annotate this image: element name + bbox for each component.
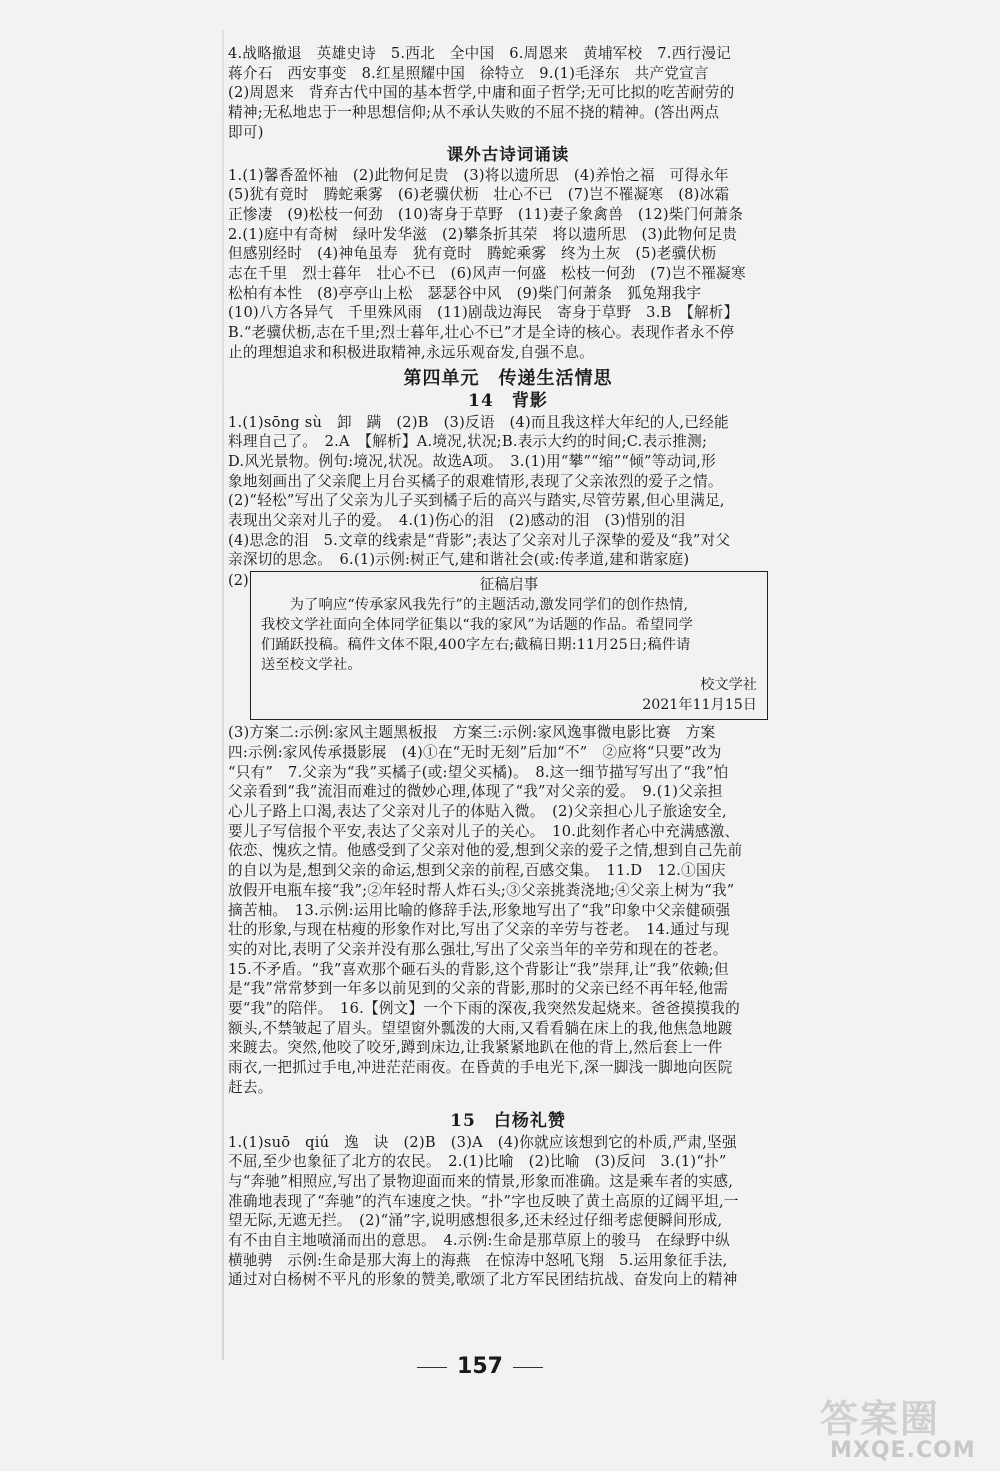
text-line: (5)犹有竟时 腾蛇乘雾 (6)老骥伏枥 壮心不已 (7)岂不罹凝寒 (8)冰霜 (228, 186, 730, 204)
text-line: (2)周恩来 背弃古代中国的基本哲学,中庸和面子哲学;无可比拟的吃苦耐劳的 (228, 84, 735, 102)
text-line: 实的对比,表明了父亲并没有那么强壮,写出了父亲当年的辛劳和现在的苍老。 (228, 940, 728, 958)
notice-signature: 校文学社 (700, 677, 757, 694)
text-line: 亲深切的思念。 6.(1)示例:树正气,建和谐社会(或:传孝道,建和谐家庭) (228, 551, 690, 569)
notice-title: 征稿启事 (479, 576, 539, 594)
text-line: 望无际,无遮无拦。 (2)“涌”字,说明感想很多,还未经过仔细考虑便瞬间形成, (228, 1212, 723, 1230)
text-line: 但感别经时 (4)神龟虽寿 犹有竟时 腾蛇乘雾 终为土灰 (5)老骥伏枥 (228, 245, 717, 263)
notice-box (250, 571, 768, 720)
page-gutter-shadow (222, 30, 224, 1360)
page-number (400, 1354, 560, 1379)
text-line: 雨衣,一把抓过手电,冲进茫茫雨夜。在昏黄的手电光下,深一脚浅一脚地向医院 (228, 1059, 733, 1077)
lesson-14-title: 14 背影 (468, 390, 548, 411)
section-heading-extra-poems: 课外古诗词诵读 (446, 144, 570, 164)
text-line: 额头,不禁皱起了眉头。望望窗外瓢泼的大雨,又看看躺在床上的我,他焦急地踱 (228, 1019, 733, 1037)
text-line: 1.(1)sōng sù 卸 蹒 (2)B (3)反语 (4)而且我这样大年纪的人,已经能 (228, 413, 729, 431)
text-line: 即可) (228, 123, 264, 141)
text-line: (3)方案二:示例:家风主题黑板报 方案三:示例:家风逸事微电影比赛 方案 (228, 724, 716, 742)
lesson-15-title: 15 白杨礼赞 (450, 1110, 566, 1131)
text-line: 父亲看到“我”流泪而难过的微妙心理,体现了“我”对父亲的爱。 9.(1)父亲担 (228, 783, 723, 801)
text-line: 准确地表现了“奔驰”的汽车速度之快。“扑”字也反映了黄土高原的辽阔平坦,一 (228, 1192, 739, 1210)
text-line: (10)八方各异气 千里殊风雨 (11)剧哉边海民 寄身于草野 3.B 【解析】 (228, 304, 739, 322)
notice-box-row (228, 571, 788, 720)
text-line: 摘苦柚。 13.示例:运用比喻的修辞手法,形象地写出了“我”印象中父亲健硕强 (228, 901, 731, 919)
text-line: 的自以为是,想到父亲的命运,想到父亲的前程,百感交集。 11.D 12.①国庆 (228, 862, 726, 880)
text-line: 1.(1)馨香盈怀袖 (2)此物何足贵 (3)将以遗所思 (4)养怡之福 可得永年 (228, 166, 729, 184)
section-extra-poems (228, 166, 788, 363)
text-line: 蒋介石 西安事变 8.红星照耀中国 徐特立 9.(1)毛泽东 共产党宣言 (228, 64, 709, 82)
text-line: (4)思念的泪 5.文章的线索是“背影”;表达了父亲对儿子深挚的爱及“我”对父 (228, 531, 731, 549)
text-line: 2.(1)庭中有奇树 绿叶发华滋 (2)攀条折其荣 将以遗所思 (3)此物何足贵 (228, 225, 738, 243)
section-previous-answers (228, 44, 788, 143)
text-line: 来踱去。突然,他咬了咬牙,蹲到床边,让我紧紧地趴在他的背上,然后套上一件 (228, 1039, 723, 1057)
text-line: 心儿子路上口渴,表达了父亲对儿子的体贴入微。 (2)父亲担心儿子旅途安全, (228, 802, 727, 820)
text-line: 有不由自主地喷涌而出的意思。 4.示例:生命是那草原上的骏马 在绿野中纵 (228, 1232, 731, 1250)
text-line: 正惨凄 (9)松枝一何劲 (10)寄身于草野 (11)妻子象禽兽 (12)柴门何萧条 (228, 205, 744, 223)
text-line: 要“我”的陪伴。 16.【例文】一个下雨的深夜,我突然发起烧来。爸爸摸摸我的 (228, 1000, 740, 1018)
notice-line: 们踊跃投稿。稿件文体不限,400字左右;截稿日期:11月25日;稿件请 (261, 637, 691, 654)
text-line: D.风光景物。例句:境况,状况。故选A项。 3.(1)用“攀”“缩”“倾”等动词,形 (228, 452, 716, 470)
text-line: 赶去。 (228, 1078, 273, 1096)
text-line: 精神;无私地忠于一种思想信仰;从不承认失败的不屈不挠的精神。(答出两点 (228, 104, 720, 122)
text-line: 志在千里 烈士暮年 壮心不已 (6)风声一何盛 松枝一何劲 (7)岂不罹凝寒 (228, 265, 746, 283)
text-line: 料理自己了。 2.A 【解析】A.境况,状况;B.表示大约的时间;C.表示推测; (228, 433, 708, 451)
answer-content (228, 44, 788, 1290)
text-line: 止的理想追求和积极进取精神,永远乐观奋发,自强不息。 (228, 343, 595, 361)
text-line: 横驰骋 示例:生命是那大海上的海燕 在惊涛中怒吼飞翔 5.运用象征手法, (228, 1251, 728, 1269)
page-number-dash-left (417, 1367, 447, 1368)
text-line: 要儿子写信报个平安,表达了父亲对儿子的关心。 10.此刻作者心中充满感激、 (228, 822, 740, 840)
lesson-15-answers (228, 1133, 788, 1291)
text-line: B.“老骥伏枥,志在千里;烈士暮年,壮心不已”才是全诗的核心。表现作者永不停 (228, 324, 735, 342)
text-line: 表现出父亲对儿子的爱。 4.(1)伤心的泪 (2)感动的泪 (3)惜别的泪 (228, 512, 686, 530)
page-number-dash-right (513, 1367, 543, 1368)
text-line: 15.不矛盾。“我”喜欢那个砸石头的背影,这个背影让“我”崇拜,让“我”依赖;但 (228, 960, 729, 978)
text-line: 依恋、愧疚之情。他感受到了父亲对他的爱,想到父亲的爱子之情,想到自己先前 (228, 842, 743, 860)
text-line: 是“我”常常梦到一年多以前见到的父亲的背影,那时的父亲已经不再年轻,他需 (228, 980, 729, 998)
text-line: 松柏有本性 (8)亭亭山上松 瑟瑟谷中风 (9)柴门何萧条 狐兔翔我宇 (228, 284, 702, 302)
text-line: (2)“轻松”写出了父亲为儿子买到橘子后的高兴与踏实,尽管劳累,但心里满足, (228, 492, 725, 510)
text-line: 放假开电瓶车接“我”;②年轻时帮人炸石头;③父亲挑粪浇地;④父亲上树为“我” (228, 881, 735, 899)
text-line: 壮的形象,与现在枯瘦的形象作对比,写出了父亲的辛劳与苍老。 14.通过与现 (228, 921, 730, 939)
text-line: 四:示例:家风传承摄影展 (4)①在“无时无刻”后加“不” ②应将“只要”改为 (228, 743, 722, 761)
watermark-logo-text: 答案圈 (820, 1397, 941, 1441)
text-line: 与“奔驰”相照应,写出了景物迎面而来的情景,形象而准确。这是乘车者的实感, (228, 1172, 734, 1190)
text-line: 通过对白杨树不平凡的形象的赞美,歌颂了北方军民团结抗战、奋发向上的精神 (228, 1271, 738, 1289)
text-line: “只有” 7.父亲为“我”买橘子(或:望父买橘)。 8.这一细节描写写出了“我”怕 (228, 763, 729, 781)
notice-line: 我校文学社面向全体同学征集以“我的家风”为话题的作品。希望同学 (261, 617, 694, 634)
unit-title: 第四单元 传递生活情思 (403, 367, 613, 389)
notice-label: (2) (228, 572, 249, 590)
text-line: 1.(1)suō qiú 逸 诀 (2)B (3)A (4)你就应该想到它的朴质,严肃,坚强 (228, 1133, 737, 1151)
lesson-14-answers (228, 413, 788, 1098)
text-line: 象地刻画出了父亲爬上月台买橘子的艰难情形,表现了父亲浓烈的爱子之情。 (228, 472, 723, 490)
watermark-url: MXQE.COM (830, 1438, 976, 1463)
text-line: 4.战略撤退 英雄史诗 5.西北 全中国 6.周恩来 黄埔军校 7.西行漫记 (228, 45, 732, 62)
notice-line: 为了响应“传承家风我先行”的主题活动,激发同学们的创作热情, (261, 597, 689, 614)
notice-date: 2021年11月15日 (642, 697, 757, 714)
page-number-value: 157 (457, 1354, 503, 1379)
notice-line: 送至校文学社。 (261, 657, 362, 674)
text-line: 不屈,至少也象征了北方的农民。 2.(1)比喻 (2)比喻 (3)反问 3.(1)“扑” (228, 1153, 727, 1171)
watermark (820, 1388, 990, 1468)
